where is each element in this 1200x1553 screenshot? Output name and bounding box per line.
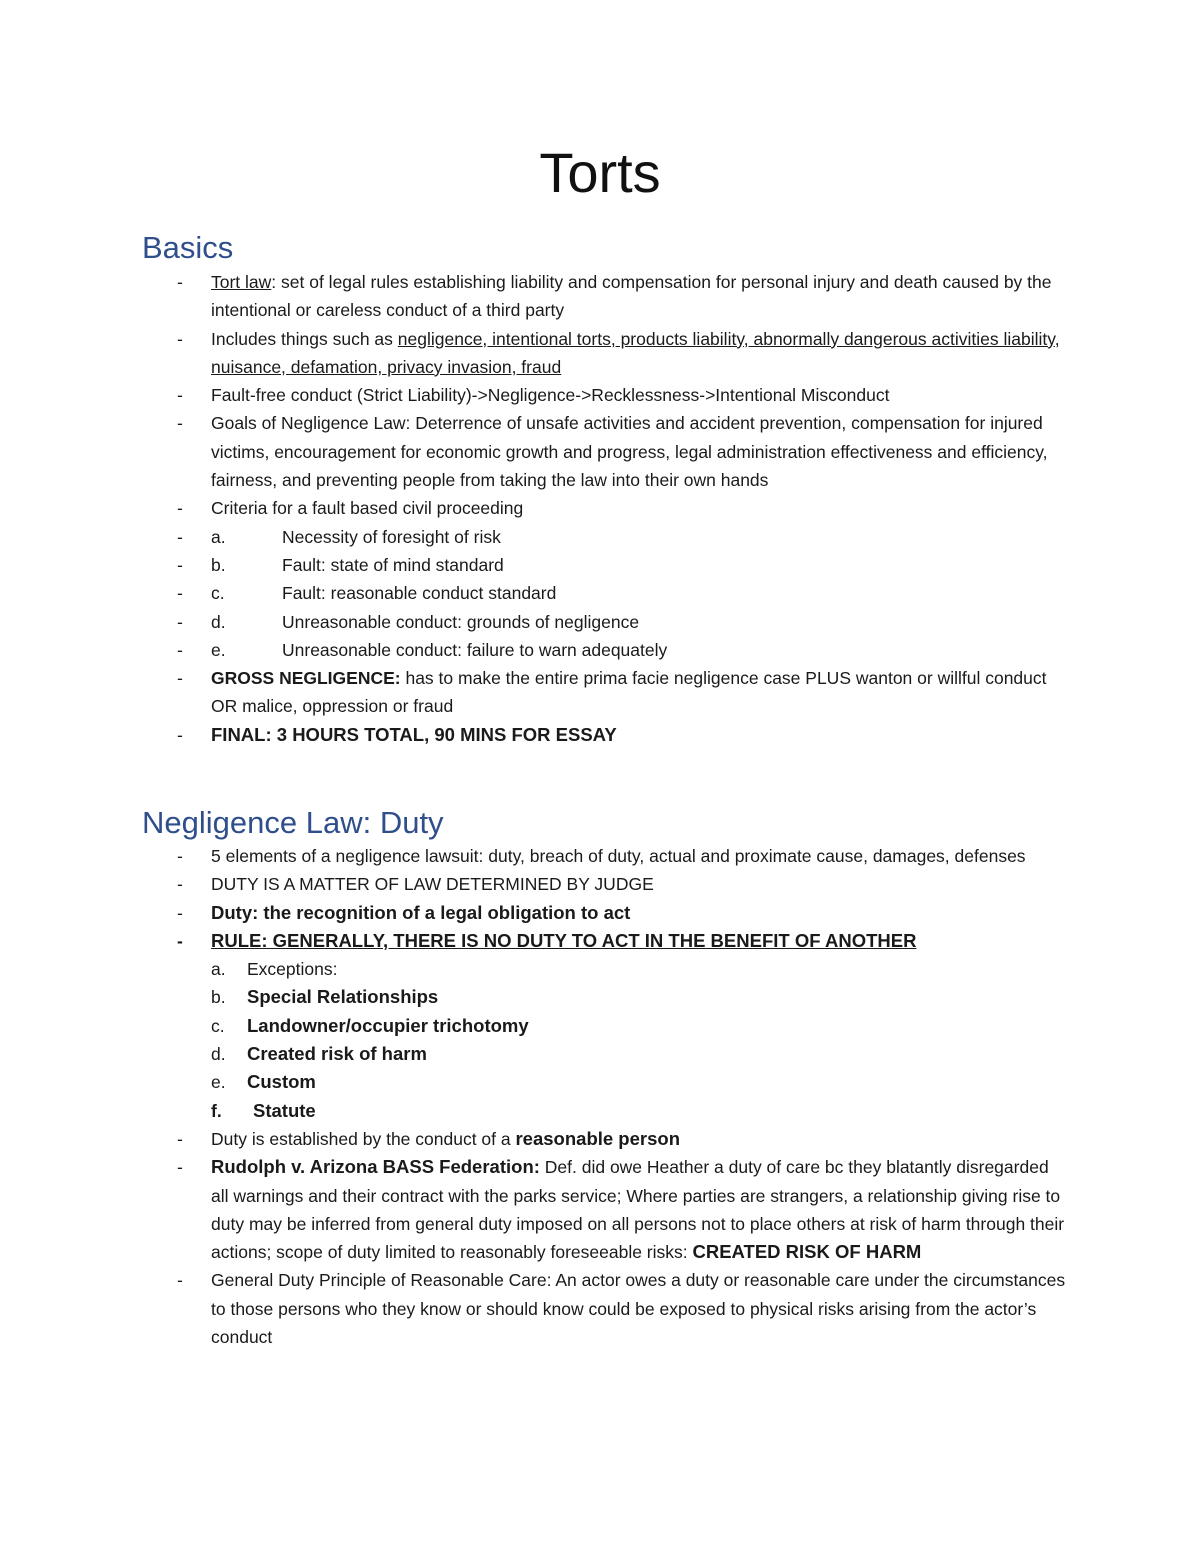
list-item xyxy=(0,494,1071,522)
basics-heading: Basics xyxy=(142,230,234,265)
item-text: Necessity of foresight of risk xyxy=(282,526,501,547)
item-text: Duty is established by the conduct of a xyxy=(211,1128,516,1149)
item-bold-tail: reasonable person xyxy=(515,1127,680,1149)
sub-letter: f. xyxy=(211,1100,222,1121)
item-text: DUTY IS A MATTER OF LAW DETERMINED BY JUDGE xyxy=(211,874,654,895)
item-text: Fault: reasonable conduct standard xyxy=(282,583,557,604)
list-item xyxy=(0,927,1071,955)
item-text: Fault-free conduct (Strict Liability)->Negligence->Recklessness->Intentional Misconduct xyxy=(211,385,890,406)
list-item xyxy=(0,842,1071,870)
list-item xyxy=(0,664,1071,721)
dash-bullet: - xyxy=(177,385,183,406)
item-text: has to make the entire prima facie negligence case PLUS wanton or willful conduct OR malice, oppression or fraud xyxy=(211,668,1047,717)
list-item xyxy=(0,608,1071,636)
duty-heading: Negligence Law: Duty xyxy=(142,805,444,840)
rule-statement: RULE: GENERALLY, THERE IS NO DUTY TO ACT IN THE BENEFIT OF ANOTHER xyxy=(211,929,917,951)
dash-bullet: - xyxy=(177,846,183,866)
sub-item xyxy=(0,955,1067,983)
list-item xyxy=(0,899,1071,927)
item-text: Goals of Negligence Law: Deterrence of unsafe activities and accident prevention, compensation for injured victims, encouragement for economic growth and progress, legal administration effectiveness and efficiency, fairness, and preventing people from taking the law into their own hands xyxy=(211,413,1048,491)
list-item xyxy=(0,636,1071,664)
list-item xyxy=(0,579,1071,607)
list-item xyxy=(0,409,1071,494)
list-item xyxy=(0,1153,1071,1266)
duty-list xyxy=(0,842,1071,1351)
item-text: Unreasonable conduct: grounds of negligence xyxy=(282,611,640,632)
dash-bullet: - xyxy=(177,668,183,689)
sub-text: Custom xyxy=(247,1071,316,1093)
list-item xyxy=(0,870,1071,898)
item-text: Includes things such as xyxy=(211,328,398,349)
term-tort-law: Tort law xyxy=(211,272,272,292)
dash-bullet: - xyxy=(177,583,183,604)
sub-item xyxy=(0,1068,1067,1096)
list-item xyxy=(0,1266,1071,1351)
item-text: : set of legal rules establishing liability and compensation for personal injury and death caused by the intentional or careless conduct of a third party xyxy=(211,272,1052,321)
item-text: Criteria for a fault based civil proceeding xyxy=(211,498,524,519)
item-text: General Duty Principle of Reasonable Care: An actor owes a duty or reasonable care under the circumstances to those persons who they know or should know could be exposed to physical risks arising from the actor’s conduct xyxy=(211,1270,1066,1348)
sub-letter: e. xyxy=(211,1072,226,1093)
dash-bullet: - xyxy=(177,902,183,923)
case-name: Rudolph v. Arizona BASS Federation: xyxy=(211,1156,540,1178)
basics-list xyxy=(0,268,1071,749)
dash-bullet: - xyxy=(177,639,183,660)
item-underlined-text: negligence, intentional torts, products liability, abnormally dangerous activities liability, nuisance, defamation, privacy invasion, fraud xyxy=(211,328,1060,377)
dash-bullet: - xyxy=(177,554,183,575)
dash-bullet: - xyxy=(177,930,183,951)
list-item xyxy=(0,523,1071,551)
list-item xyxy=(0,721,1071,749)
item-bold-lead: Duty: the recognition of a legal obligation to act xyxy=(211,901,631,923)
dash-bullet: - xyxy=(177,724,183,745)
sub-item xyxy=(0,1012,1067,1040)
dash-bullet: - xyxy=(177,874,183,895)
list-item xyxy=(0,551,1071,579)
item-letter: b. xyxy=(211,554,226,575)
sub-letter: a. xyxy=(211,959,226,980)
sub-item xyxy=(0,983,1067,1011)
list-item xyxy=(0,1125,1071,1153)
dash-bullet: - xyxy=(177,526,183,547)
sub-item xyxy=(0,1040,1067,1068)
dash-bullet: - xyxy=(177,272,183,292)
sub-text: Statute xyxy=(253,1099,316,1121)
sub-text: Exceptions: xyxy=(247,959,338,980)
item-letter: e. xyxy=(211,639,226,660)
sub-letter: d. xyxy=(211,1044,226,1065)
sub-text: Special Relationships xyxy=(247,986,439,1008)
item-bold-tail: CREATED RISK OF HARM xyxy=(692,1241,922,1263)
item-text: Fault: state of mind standard xyxy=(282,554,504,575)
sub-letter: b. xyxy=(211,987,226,1008)
list-item xyxy=(0,381,1071,409)
sub-text: Landowner/occupier trichotomy xyxy=(247,1014,529,1036)
item-letter: a. xyxy=(211,526,226,547)
dash-bullet: - xyxy=(177,1157,183,1178)
item-text: Unreasonable conduct: failure to warn adequately xyxy=(282,639,668,660)
dash-bullet: - xyxy=(177,328,183,349)
item-text: 5 elements of a negligence lawsuit: duty, breach of duty, actual and proximate cause, damages, defenses xyxy=(211,846,1026,866)
list-item xyxy=(0,268,1071,325)
item-letter: c. xyxy=(211,583,225,604)
sub-text: Created risk of harm xyxy=(247,1043,427,1065)
dash-bullet: - xyxy=(177,1128,183,1149)
item-letter: d. xyxy=(211,611,226,632)
sub-item xyxy=(0,1097,1067,1125)
document-title: Torts xyxy=(539,141,661,204)
dash-bullet: - xyxy=(177,1270,183,1291)
dash-bullet: - xyxy=(177,498,183,519)
dash-bullet: - xyxy=(177,611,183,632)
item-bold-lead: FINAL: 3 HOURS TOTAL, 90 MINS FOR ESSAY xyxy=(211,723,617,745)
dash-bullet: - xyxy=(177,413,183,434)
item-text: Def. did owe Heather a duty of care bc they blatantly disregarded all warnings and their contract with the parks service; Where parties are strangers, a relationship giving rise to duty may be inferred from general duty imposed on all persons not to place others at risk of harm through their actions; scope of duty limited to reasonably foreseeable risks: xyxy=(211,1157,1065,1263)
item-bold-lead: GROSS NEGLIGENCE: xyxy=(211,668,401,689)
sub-letter: c. xyxy=(211,1015,225,1036)
list-item xyxy=(0,325,1071,382)
